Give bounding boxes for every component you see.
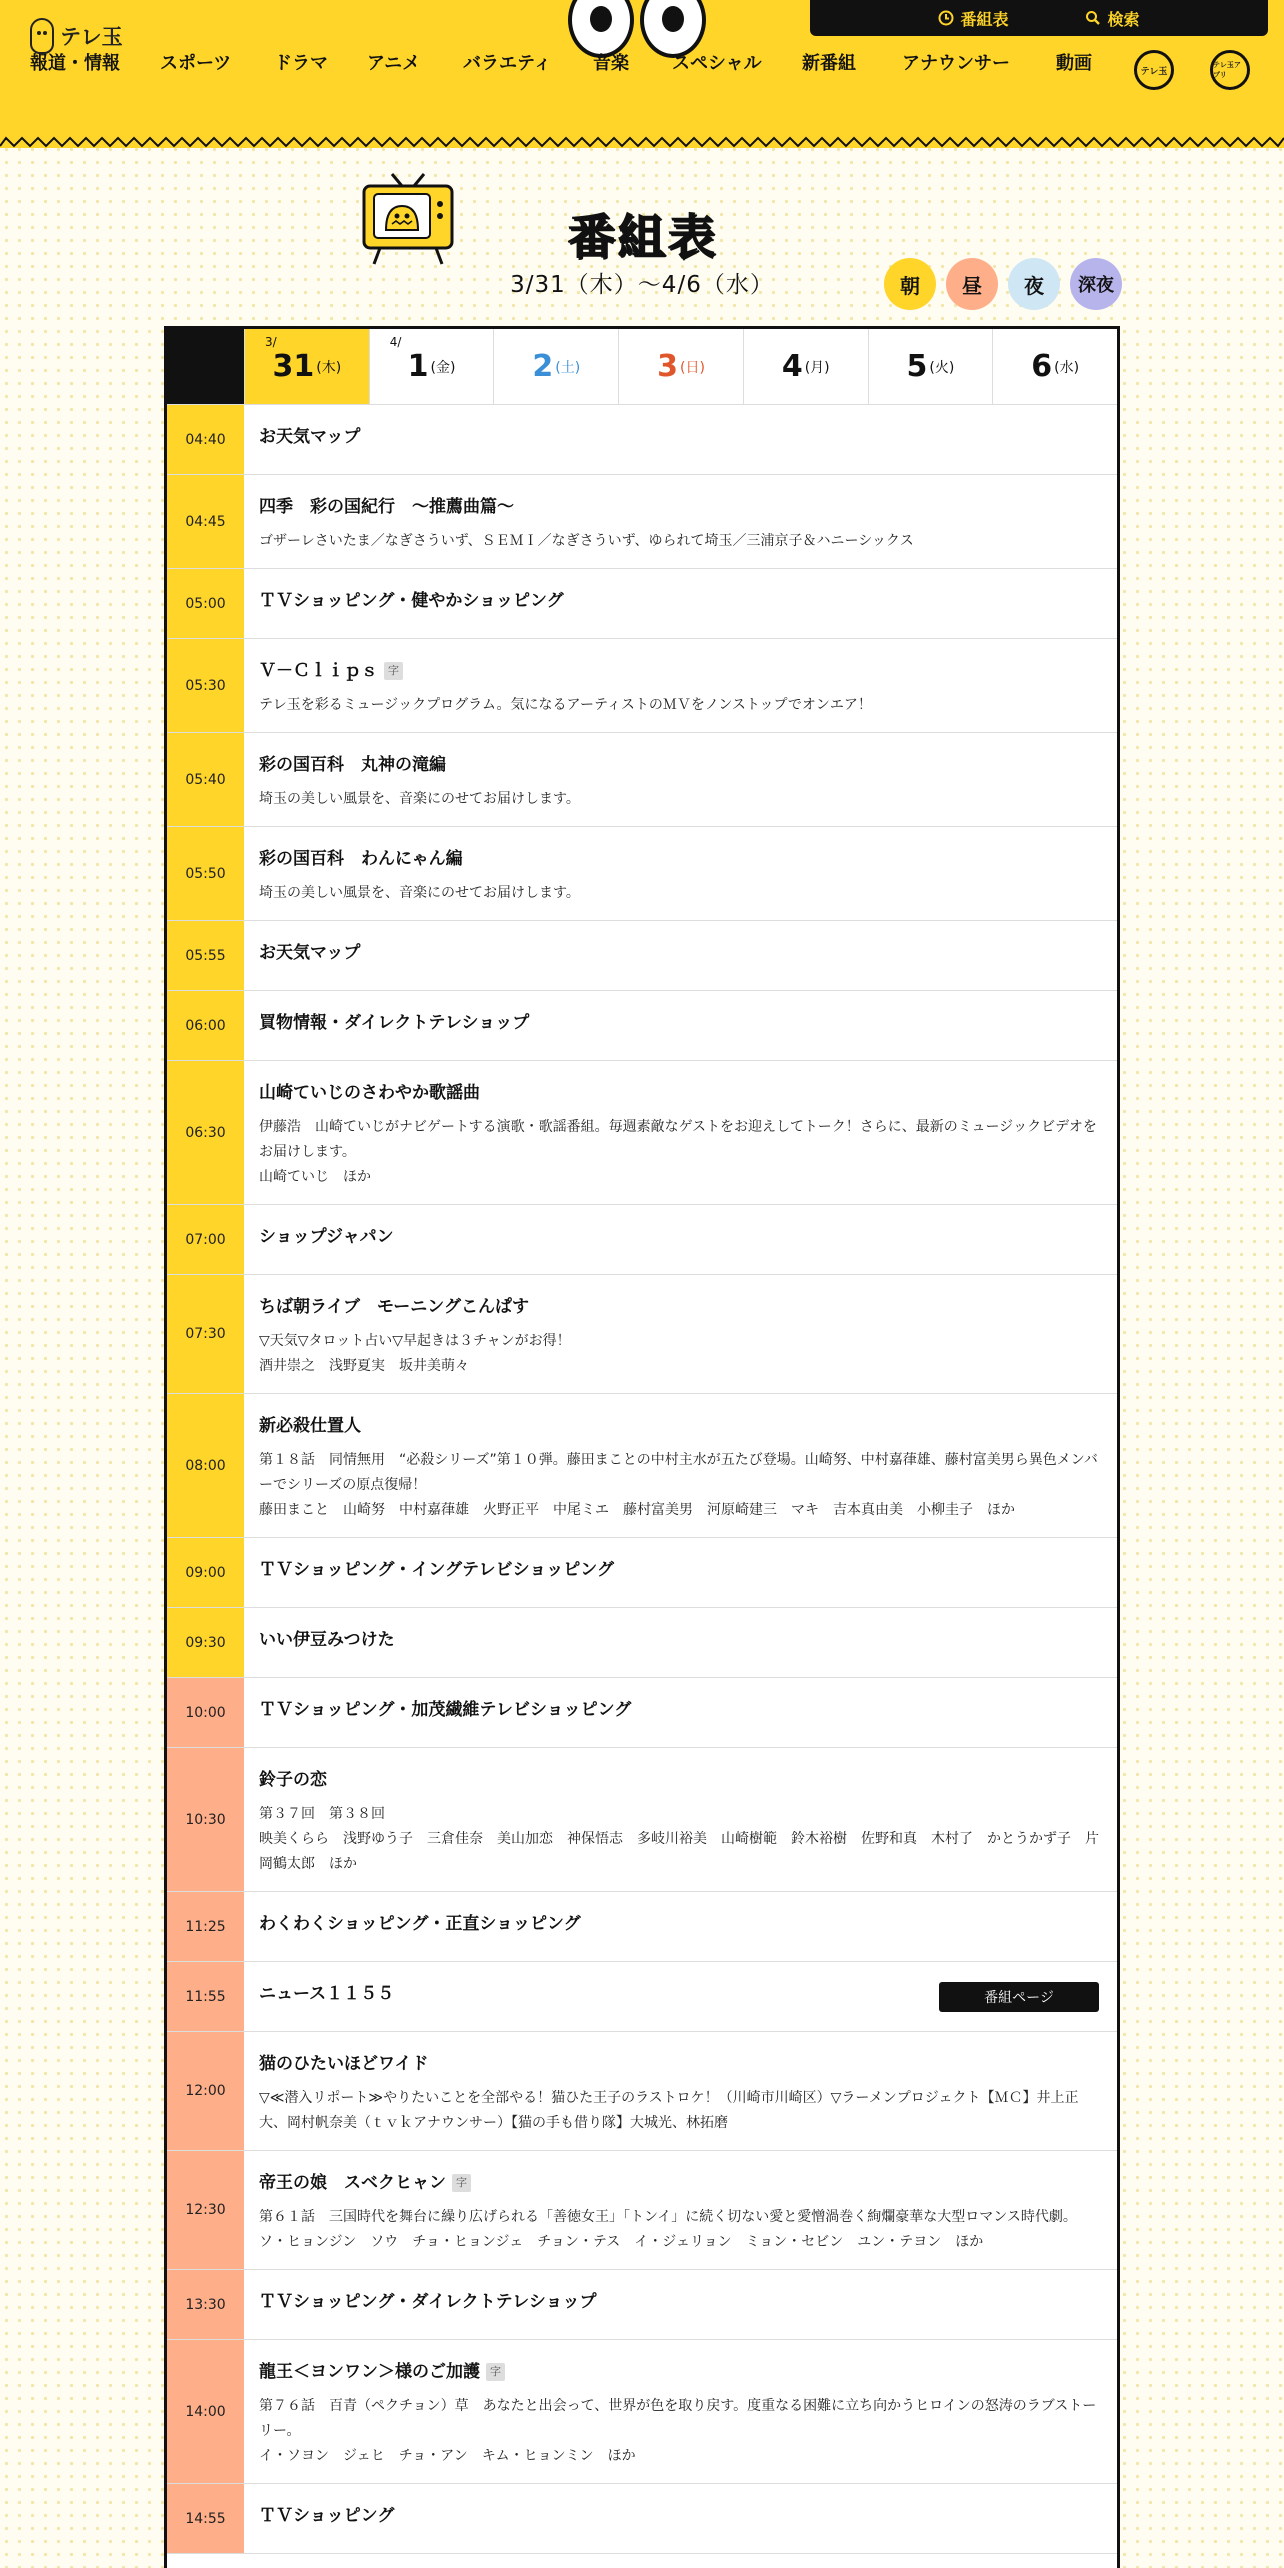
day-tab-weekday: (木) [316, 359, 342, 376]
program-description: 第６１話 三国時代を舞台に繰り広げられる「善徳女王」「トンイ」に続く切ない愛と愛憎渦巻く絢爛豪華な大型ロマンス時代劇。 [259, 2209, 1077, 2225]
program-description: ▽≪潜入リポート≫やりたいことを全部やる！猫ひた王子のラストロケ！（川崎市川崎区）▽ラーメンプロジェクト【ＭＣ】井上正大、岡村帆奈美（ｔｖｋアナウンサー）【猫の手も借り隊】大城光、林拓磨 [259, 2090, 1079, 2131]
program-title[interactable]: お天気マップ [259, 427, 361, 447]
time-of-day-switcher [884, 258, 1122, 310]
program-body [244, 2151, 1117, 2269]
program-title[interactable]: 龍王＜ヨンワン＞様のご加護 [259, 2362, 480, 2382]
day-tab-weekday: (月) [804, 359, 830, 376]
program-title-line [259, 1414, 1101, 1438]
program-title[interactable]: 彩の国百科 わんにゃん編 [259, 849, 463, 869]
program-description: テレ玉を彩るミュージックプログラム。気になるアーティストのＭＶをノンストップでオンエア！ [259, 697, 872, 713]
program-row[interactable] [167, 639, 1117, 733]
program-row[interactable] [167, 475, 1117, 569]
program-cast: 山崎ていじ ほか [259, 1169, 371, 1185]
program-title[interactable]: Ｖ－Ｃｌｉｐｓ [259, 661, 378, 681]
program-row[interactable] [167, 1538, 1117, 1608]
day-tab[interactable] [493, 329, 618, 404]
program-description: 伊藤浩 山崎ていじがナビゲートする演歌・歌謡番組。毎週素敵なゲストをお迎えしてトーク！さらに、最新のミュージックビデオをお届けします。 [259, 1119, 1097, 1160]
teletama-circle-label: テレ玉 [1140, 66, 1168, 77]
day-tab-day: 4 [781, 349, 803, 384]
app-circle-link[interactable] [1210, 50, 1250, 90]
day-tab-day: 31 [272, 349, 315, 384]
program-title[interactable]: ＴＶショッピング・イングテレビショッピング [259, 1560, 614, 1580]
program-time: 11:25 [167, 1892, 244, 1961]
header-zigzag-edge [0, 132, 1284, 150]
nav-new-programs[interactable]: 新番組 [802, 53, 856, 74]
program-title-line [259, 1225, 1101, 1249]
program-body [244, 733, 1117, 826]
day-tab[interactable] [618, 329, 743, 404]
program-title-line [259, 2290, 1101, 2314]
program-time: 10:00 [167, 1678, 244, 1747]
program-row[interactable] [167, 569, 1117, 639]
day-tab-weekday: (水) [1054, 359, 1080, 376]
program-time: 05:55 [167, 921, 244, 990]
program-time: 14:55 [167, 2484, 244, 2553]
program-body [244, 2484, 1117, 2553]
program-time: 05:00 [167, 569, 244, 638]
day-tab[interactable] [244, 329, 369, 404]
program-title-line [259, 753, 1101, 777]
program-body [244, 2340, 1117, 2483]
program-row[interactable] [167, 991, 1117, 1061]
program-description: 埼玉の美しい風景を、音楽にのせてお届けします。 [259, 791, 580, 807]
program-body [244, 1748, 1117, 1891]
date-range: 3/31（木）〜4/6（水） [510, 272, 774, 298]
program-row[interactable] [167, 2340, 1117, 2484]
program-list [167, 405, 1117, 2554]
program-title-line [259, 1011, 1101, 1035]
top-utility-bar [810, 0, 1268, 36]
tod-morning-button[interactable]: 朝 [884, 258, 936, 310]
program-title-line [259, 2360, 1101, 2384]
program-description: 第１８話 同情無用 “必殺シリーズ”第１０弾。藤田まことの中村主水が五たび登場。山崎努、中村嘉葎雄、藤村富美男ら異色メンバーでシリーズの原点復帰！ [259, 1452, 1098, 1493]
program-title[interactable]: ちば朝ライブ モーニングこんぱす [259, 1297, 529, 1317]
program-time: 12:00 [167, 2032, 244, 2150]
nav-anime[interactable]: アニメ [367, 53, 421, 74]
program-row[interactable] [167, 921, 1117, 991]
program-time: 13:30 [167, 2270, 244, 2339]
program-title-line [259, 1698, 1101, 1722]
program-body [244, 1275, 1117, 1393]
day-tab-day: 6 [1031, 349, 1053, 384]
program-row[interactable] [167, 1394, 1117, 1538]
program-time: 05:40 [167, 733, 244, 826]
day-tab-month: 4/ [389, 335, 402, 349]
tv-mascot-icon [356, 170, 460, 266]
day-tabs [167, 329, 1117, 405]
program-title[interactable]: 四季 彩の国紀行 〜推薦曲篇〜 [259, 497, 514, 517]
program-time: 11:55 [167, 1962, 244, 2031]
program-row[interactable] [167, 1275, 1117, 1394]
program-title[interactable]: ＴＶショッピング・ダイレクトテレショップ [259, 2292, 597, 2312]
program-row[interactable] [167, 2032, 1117, 2151]
tod-daytime-button[interactable]: 昼 [946, 258, 998, 310]
program-body [244, 1205, 1117, 1274]
program-title-line [259, 1628, 1101, 1652]
nav-drama[interactable]: ドラマ [274, 53, 328, 74]
program-body [244, 1061, 1117, 1204]
program-title-line [259, 2171, 1101, 2195]
subtitle-badge: 字 [486, 2363, 505, 2381]
program-description: ▽天気▽タロット占い▽早起きは３チャンがお得！ [259, 1333, 571, 1349]
day-tab[interactable] [868, 329, 993, 404]
program-body [244, 2270, 1117, 2339]
teletama-circle-link[interactable] [1134, 50, 1174, 90]
clock-icon [938, 10, 954, 26]
nav-sports[interactable]: スポーツ [160, 53, 232, 74]
program-title[interactable]: お天気マップ [259, 943, 361, 963]
program-time: 05:30 [167, 639, 244, 732]
program-body [244, 2032, 1117, 2150]
nav-music[interactable]: 音楽 [593, 53, 629, 74]
nav-announcers[interactable]: アナウンサー [902, 53, 1010, 74]
program-time: 14:00 [167, 2340, 244, 2483]
day-tab-day: 5 [906, 349, 928, 384]
program-title[interactable]: ＴＶショッピング・健やかショッピング [259, 591, 564, 611]
program-body [244, 1608, 1117, 1677]
schedule-link-label: 番組表 [960, 9, 1009, 29]
program-title-line [259, 2052, 1101, 2076]
nav-videos[interactable]: 動画 [1056, 53, 1092, 74]
day-tab-weekday: (火) [929, 359, 955, 376]
program-description: 埼玉の美しい風景を、音楽にのせてお届けします。 [259, 885, 580, 901]
program-title[interactable]: 鈴子の恋 [259, 1770, 327, 1790]
program-row[interactable] [167, 1892, 1117, 1962]
program-title-line [259, 1558, 1101, 1582]
program-time: 09:30 [167, 1608, 244, 1677]
program-description: 第７６話 百青（ペクチョン）草 あなたと出会って、世界が色を取り戻す。度重なる困難に立ち向かうヒロインの怒涛のラブストーリー。 [259, 2398, 1097, 2439]
program-time: 06:00 [167, 991, 244, 1060]
program-title-line [259, 847, 1101, 871]
program-title[interactable]: 買物情報・ダイレクトテレショップ [259, 1013, 530, 1033]
program-body [244, 405, 1117, 474]
program-body [244, 639, 1117, 732]
program-title[interactable]: ショップジャパン [259, 1227, 394, 1247]
program-time: 08:00 [167, 1394, 244, 1537]
program-title[interactable]: 彩の国百科 丸神の滝編 [259, 755, 446, 775]
site-header [0, 0, 1284, 148]
program-cast: イ・ソヨン ジェヒ チョ・アン キム・ヒョンミン ほか [259, 2448, 636, 2464]
program-body [244, 1892, 1117, 1961]
search-link[interactable] [1085, 7, 1139, 30]
program-body [244, 475, 1117, 568]
program-row[interactable] [167, 2151, 1117, 2270]
app-circle-label: テレ玉アプリ [1213, 61, 1241, 79]
program-title[interactable]: いい伊豆みつけた [259, 1630, 395, 1650]
program-cast: 藤田まこと 山崎努 中村嘉葎雄 火野正平 中尾ミエ 藤村富美男 河原崎建三 マキ 吉本真由美 小柳圭子 ほか [259, 1502, 1015, 1518]
nav-special[interactable]: スペシャル [672, 53, 762, 74]
program-row[interactable] [167, 2484, 1117, 2554]
day-tab-weekday: (日) [679, 359, 705, 376]
nav-news[interactable]: 報道・情報 [30, 53, 120, 74]
program-title[interactable]: ニュース１１５５ [259, 1984, 395, 2004]
program-body [244, 991, 1117, 1060]
subtitle-badge: 字 [384, 662, 403, 680]
program-row[interactable] [167, 1061, 1117, 1205]
day-tab-day: 3 [657, 349, 678, 384]
program-title[interactable]: わくわくショッピング・正直ショッピング [259, 1914, 581, 1934]
program-cast: 酒井崇之 浅野夏実 坂井美萌々 [259, 1358, 469, 1374]
day-tab[interactable] [992, 329, 1117, 404]
program-row[interactable] [167, 1608, 1117, 1678]
schedule-link[interactable] [938, 7, 1008, 30]
program-time: 12:30 [167, 2151, 244, 2269]
search-link-label: 検索 [1107, 9, 1140, 29]
program-row[interactable] [167, 1205, 1117, 1275]
program-row[interactable] [167, 1748, 1117, 1892]
program-title-line [259, 425, 1101, 449]
program-row[interactable] [167, 827, 1117, 921]
program-body [244, 1962, 1117, 2031]
program-time: 04:45 [167, 475, 244, 568]
day-tabs-corner [167, 329, 244, 404]
program-body [244, 1538, 1117, 1607]
day-tab[interactable] [743, 329, 868, 404]
program-title-line [259, 941, 1101, 965]
program-body [244, 1394, 1117, 1537]
program-row[interactable] [167, 1678, 1117, 1748]
program-row[interactable] [167, 733, 1117, 827]
program-title-line [259, 2504, 1101, 2528]
program-body [244, 921, 1117, 990]
program-title[interactable]: 山崎ていじのさわやか歌謡曲 [259, 1083, 480, 1103]
subtitle-badge: 字 [452, 2174, 471, 2192]
program-time: 06:30 [167, 1061, 244, 1204]
program-cast: ソ・ヒョンジン ソウ チョ・ヒョンジェ チョン・テス イ・ジェリョン ミョン・セビン ユン・テヨン ほか [259, 2234, 984, 2250]
tod-night-button[interactable]: 夜 [1008, 258, 1060, 310]
program-description: ゴザーレさいたま／なぎさういず、ＳＥＭＩ／なぎさういず、ゆられて埼玉／三浦京子＆ハニーシックス [259, 533, 914, 549]
day-tab-day: 1 [407, 349, 429, 384]
program-time: 07:00 [167, 1205, 244, 1274]
day-tab-weekday: (金) [430, 359, 456, 376]
program-body [244, 1678, 1117, 1747]
program-row[interactable] [167, 2270, 1117, 2340]
program-time: 04:40 [167, 405, 244, 474]
program-title-line [259, 495, 1101, 519]
program-title-line [259, 1768, 1101, 1792]
nav-variety[interactable]: バラエティ [463, 53, 552, 74]
program-title[interactable]: ＴＶショッピング [259, 2506, 395, 2526]
program-page-button[interactable]: 番組ページ [939, 1982, 1099, 2012]
search-icon [1085, 10, 1101, 26]
program-cast: 映美くらら 浅野ゆう子 三倉佳奈 美山加恋 神保悟志 多岐川裕美 山崎樹範 鈴木裕樹 佐野和真 木村了 かとうかず子 片岡鶴太郎 ほか [259, 1831, 1099, 1872]
program-row[interactable] [167, 1962, 1117, 2032]
program-title[interactable]: ＴＶショッピング・加茂繊維テレビショッピング [259, 1700, 632, 1720]
schedule-table [164, 326, 1120, 2568]
program-time: 07:30 [167, 1275, 244, 1393]
tod-late-night-button[interactable]: 深夜 [1070, 258, 1122, 310]
logo-text: テレ玉 [60, 25, 123, 49]
program-title[interactable]: 猫のひたいほどワイド [259, 2054, 429, 2074]
program-title[interactable]: 新必殺仕置人 [259, 1416, 361, 1436]
program-body [244, 827, 1117, 920]
page-title: 番組表 [566, 209, 717, 265]
program-title-line [259, 659, 1101, 683]
program-title-line [259, 1081, 1101, 1105]
day-tab-weekday: (土) [555, 359, 581, 376]
day-tab-month: 3/ [265, 335, 277, 349]
program-time: 10:30 [167, 1748, 244, 1891]
program-time: 09:00 [167, 1538, 244, 1607]
program-title[interactable]: 帝王の娘 スベクヒャン [259, 2173, 446, 2193]
program-body [244, 569, 1117, 638]
program-title-line [259, 1912, 1101, 1936]
program-description: 第３７回 第３８回 [259, 1806, 385, 1822]
program-title-line [259, 1295, 1101, 1319]
program-time: 05:50 [167, 827, 244, 920]
program-title-line [259, 589, 1101, 613]
day-tab[interactable] [369, 329, 494, 404]
program-row[interactable] [167, 405, 1117, 475]
day-tab-day: 2 [532, 349, 554, 384]
